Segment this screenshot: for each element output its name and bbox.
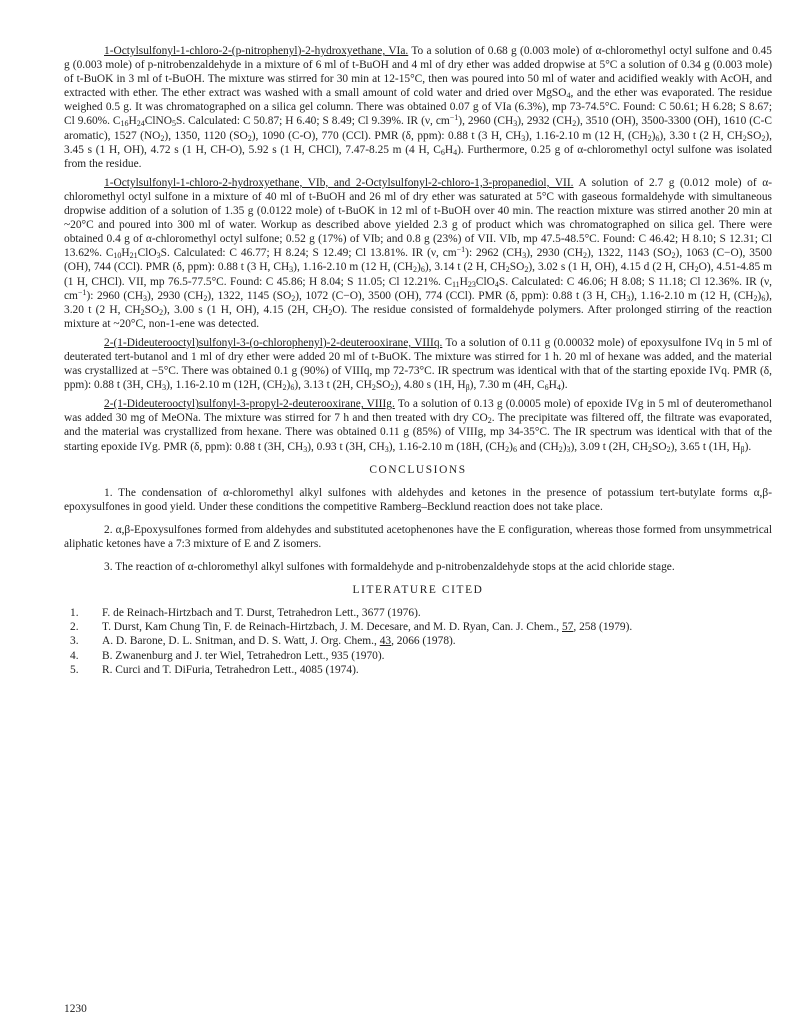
conclusions-list [64,486,772,574]
compound-heading: 2-(1-Dideuterooctyl)sulfonyl-3-propyl-2-deuterooxirane, VIIIg. [104,398,395,411]
paragraph-body: To a solution of 0.68 g (0.003 mole) of α-chloromethyl octyl sulfone and 0.45 g (0.003 mole) of p-nitrobenzaldehyde in a mixture of 6 ml of t-BuOH and 4 ml of dry ether was added dropwise at 5°C a solution of 0.34 g (0.003 mole) of t-BuOK in 3 ml of t-BuOH. The mixture was stirred for 30 min at 12-15°C, then was poured into 50 ml of water and acidified weakly with AcOH, and extracted with ether. The ether extract was washed with a small amount of cold water and dried over MgSO$_4$, and the ether was evaporated. The residue weighed 0.5 g. It was chromatographed on a silica gel column. There was obtained 0.07 g of VIa (6.3%), mp 73-74.5°C. Found: C 50.61; H 6.28; S 8.67; Cl 9.60%. $C_{16}H_{24}ClNO_5S$. Calculated: C 50.87; H 6.40; S 8.49; Cl 9.39%. IR (ν, $cm^{-1}$), 2960 $(CH_3)$, 2932 $(CH_2)$, 3510 (OH), 3500-3300 (OH), 1610 (C-C aromatic), 1527 $(NO_2)$, 1350, 1120 $(SO_2)$, 1090 (C-O), 770 (CCl). PMR (δ, ppm): 0.88 t (3 H, $CH_3$), 1.16-2.10 m (12 H, $(CH_2)_6$), 3.30 t (2 H, $CH_2SO_2$), 3.45 s (1 H, OH), 4.72 s (1 H, CH-O), 5.92 s (1 H, CHCl), 7.47-8.25 m (4 H, $C_6H_4$). Furthermore, 0.25 g of α-chloromethyl octyl sulfone was isolated from the residue. [64,45,773,170]
document-page [64,44,772,677]
reference-item [64,663,772,677]
experimental-paragraph [64,44,772,171]
reference-item [64,634,772,648]
reference-text: F. de Reinach-Hirtzbach and T. Durst, Tetrahedron Lett., 3677 (1976). [102,607,421,620]
conclusion-item: 1. The condensation of α-chloromethyl alkyl sulfones with aldehydes and ketones in the presence of potassium tert-butylate forms α,β-epoxysulfones in good yield. Under these conditions the competitive Ramberg–Becklund reaction does not take place. [64,486,772,513]
conclusion-item: 3. The reaction of α-chloromethyl alkyl sulfones with formaldehyde and p-nitrobenzaldehyde stops at the acid chloride stage. [104,561,675,574]
experimental-paragraph [64,176,772,331]
reference-item [64,620,772,634]
experimental-paragraph [64,336,772,392]
reference-text: T. Durst, Kam Chung Tin, F. de Reinach-Hirtzbach, J. M. Decesare, and M. D. Ryan, Can. J. Chem., 57, 258 (1979). [102,621,633,634]
compound-heading: 2-(1-Dideuterooctyl)sulfonyl-3-(o-chlorophenyl)-2-deuterooxirane, VIIIq. [104,336,443,349]
compound-heading: 1-Octylsulfonyl-1-chloro-2-(p-nitrophenyl)-2-hydroxyethane, VIa. [104,45,409,57]
reference-number: 1. [70,607,79,620]
literature-heading: LITERATURE CITED [352,584,484,597]
paragraph-body: A solution of 2.7 g (0.012 mole) of α-chloromethyl octyl sulfone in a mixture of 40 ml of t-BuOH and 26 ml of dry ether was saturated at 5°C with gaseous formaldehyde with simultaneous dropwise addition of a solution of 1.35 g (0.0122 mole) of t-BuOK in 12 ml of t-BuOH over 40 min. The reaction mixture was stirred another 20 min at ~20°C and poured into 300 ml of water. Workup as described above yielded 2.3 g of product which was chromatographed on silica gel. There were obtained 0.4 g of α-chloromethyl octyl sulfone; 0.52 g (17%) of VIb; and 0.8 g (23%) of VII. VIb, mp 47.5-48.5°C. Found: C 46.42; H 8.10; S 12.31; Cl 13.62%. $C_{10}H_{21}ClO_3S$. Calculated: C 46.77; H 8.24; S 12.49; Cl 13.81%. IR (ν, $cm^{-1}$): 2962 $(CH_3)$, 2930 $(CH_2)$, 1322, 1143 $(SO_2)$, 1063 (C−O), 3500 (OH), 744 (CCl). PMR (δ, ppm): 0.88 t (3 H, $CH_3$), 1.16-2.10 m (12 H, $(CH_2)_6$), 3.14 t (2 H, $CH_2SO_2$), 3.02 s (1 H, OH), 4.15 d (2 H, $CH_2O$), 4.51-4.85 m (1 H, CHCl). VII, mp 76.5-77.5°C. Found: C 45.86; H 8.04; S 11.05; Cl 12.21%. $C_{11}H_{23}ClO_4S$. Calculated: C 46.06; H 8.08; S 11.18; Cl 12.36%. IR (ν, $cm^{-1}$): 2960 $(CH_3)$, 2930 $(CH_2)$, 1322, 1145 $(SO_2)$, 1072 (C−O), 3500 (OH), 774 (CCl). PMR (δ, ppm): 0.88 t (3 H, $CH_3$), 1.16-2.10 m (12 H, $(CH_2)_6$), 3.20 t (2 H, $CH_2SO_2$), 3.00 s (1 H, OH), 4.15 (2H, $CH_2O$). The residue consisted of formaldehyde polymers. After prolonged stirring of the reaction mixture at ~20°C, non-1-ene was detected. [64,176,773,330]
reference-number: 2. [70,621,79,634]
reference-number: 5. [70,663,79,676]
paragraph-body: To a solution of 0.11 g (0.00032 mole) of epoxysulfone IVq in 5 ml of deuterated tert-butanol and 1 ml of dry ether were added 20 ml of t-BuOK. The mixture was stirred for 1 h. 20 ml of hexane was added, and the material was crystallized at −5°C. There was obtained 0.1 g (90%) of VIIIq, mp 72-73°C. IR spectrum was identical with that of the starting epoxide IVq. PMR (δ, ppm): 0.88 t (3H, $CH_3$), 1.16-2.10 m (12H, $(CH_2)_6$), 3.13 t (2H, $CH_2SO_2$), 4.80 s (1H, $H_\beta$), 7.30 m (4H, $C_6H_4$). [64,336,772,393]
paragraph-body: To a solution of 0.13 g (0.0005 mole) of epoxide IVg in 5 ml of deuteromethanol was added 30 mg of MeONa. The mixture was stirred for 7 h and then treated with dry $CO_2$. The precipitate was filtered off, the filtrate was evaporated, and the material was crystallized from hexane. There was obtained 0.11 g (85%) of VIIIg, mp 34-35°C. The IR spectrum was identical with that of the starting epoxide IVg. PMR (δ, ppm): 0.88 t (3H, $CH_3$), 0.93 t (3H, $CH_3$), 1.16-2.10 m (18H, $(CH_2)_6$ and $(CH_2)_3$), 3.09 t (2H, $CH_2SO_2$), 3.65 t (1H, $H_\beta$). [64,398,772,454]
conclusion-item: 2. α,β-Epoxysulfones formed from aldehydes and substituted acetophenones have the E configuration, whereas those formed from unsymmetrical aliphatic ketones have a 7:3 mixture of E and Z isomers. [64,523,772,550]
experimental-paragraph [64,397,772,453]
compound-heading: 1-Octylsulfonyl-1-chloro-2-hydroxyethane, VIb, and 2-Octylsulfonyl-2-chloro-1,3-propanediol, VII. [104,176,574,189]
reference-number: 3. [70,635,79,648]
reference-text: R. Curci and T. DiFuria, Tetrahedron Lett., 4085 (1974). [102,663,359,676]
reference-item [64,649,772,663]
reference-text: A. D. Barone, D. L. Snitman, and D. S. Watt, J. Org. Chem., 43, 2066 (1978). [102,635,456,648]
experimental-section [64,44,772,454]
reference-number: 4. [70,649,79,662]
conclusions-heading: CONCLUSIONS [369,463,467,476]
page-number: 1230 [64,1003,87,1015]
reference-list [64,606,772,676]
reference-item [64,606,772,620]
reference-text: B. Zwanenburg and J. ter Wiel, Tetrahedron Lett., 935 (1970). [102,649,385,662]
